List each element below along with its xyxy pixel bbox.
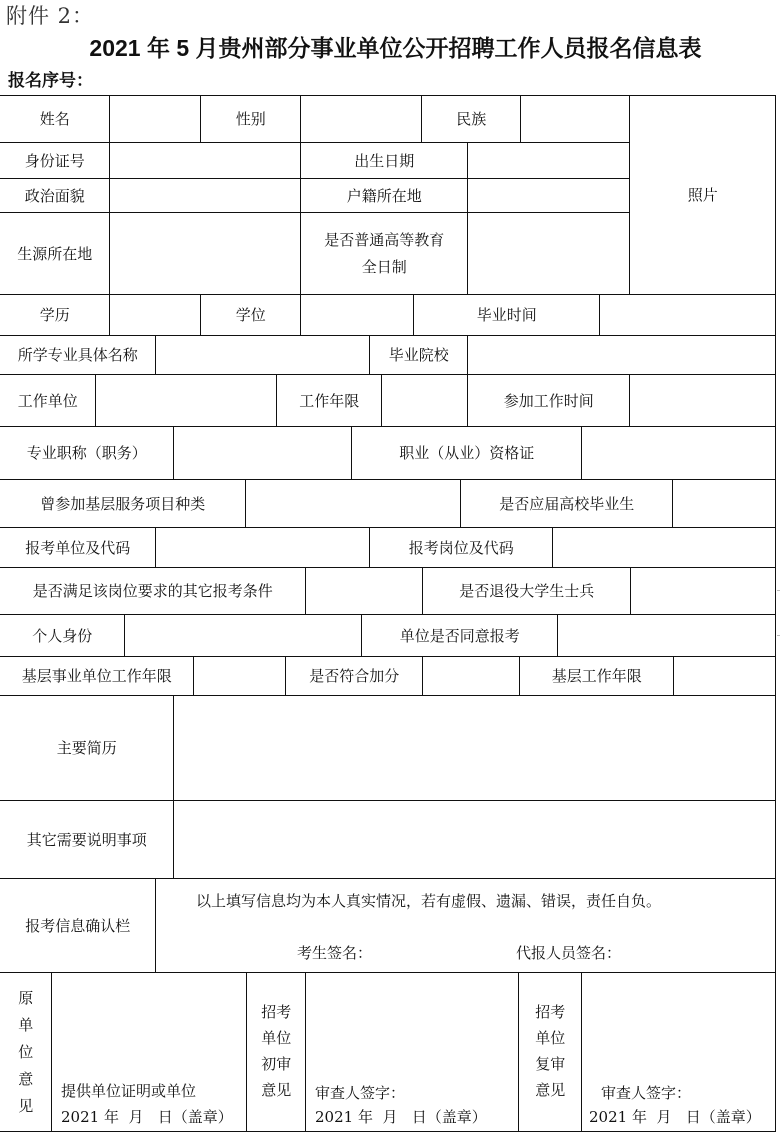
applied-unit-code-label: 报考单位及代码 <box>0 527 156 568</box>
work-years-label: 工作年限 <box>276 374 382 427</box>
first-review-date: 2021 年 月 日（盖章） <box>315 1108 487 1126</box>
serial-number-label: 报名序号： <box>8 71 93 91</box>
confirmation-statement: 以上填写信息均为本人真实情况，若有虚假、遗漏、错误，责任自负。 <box>196 892 662 910</box>
work-years-input[interactable] <box>381 374 468 427</box>
id-number-input[interactable] <box>109 142 301 179</box>
graduation-time-label: 毕业时间 <box>413 294 600 336</box>
qualification-cert-label: 职业（从业）资格证 <box>351 426 582 480</box>
professional-title-input[interactable] <box>173 426 352 480</box>
second-review-label-line: 单位 <box>535 1029 566 1048</box>
major-name-label: 所学专业具体名称 <box>0 335 156 375</box>
origin-location-label: 生源所在地 <box>0 212 110 295</box>
qualification-cert-input[interactable] <box>581 426 776 480</box>
second-review-label <box>518 972 582 1132</box>
id-number-label: 身份证号 <box>0 142 110 179</box>
bonus-points-input[interactable] <box>422 656 520 696</box>
edge-tick <box>777 590 780 591</box>
origin-location-input[interactable] <box>109 212 301 295</box>
education-input[interactable] <box>109 294 201 336</box>
fresh-graduate-input[interactable] <box>672 479 776 528</box>
work-start-time-input[interactable] <box>629 374 776 427</box>
fulltime-education-label-line2: 全日制 <box>361 257 407 276</box>
first-review-label-line: 意见 <box>261 1081 292 1100</box>
professional-title-label: 专业职称（职务） <box>0 426 174 480</box>
applied-unit-code-input[interactable] <box>155 527 370 568</box>
second-review-label-line: 意见 <box>535 1081 566 1100</box>
fresh-graduate-label: 是否应届高校毕业生 <box>460 479 673 528</box>
work-unit-label: 工作单位 <box>0 374 96 427</box>
first-review-label-line: 单位 <box>261 1029 292 1048</box>
meets-conditions-label: 是否满足该岗位要求的其它报考条件 <box>0 567 306 615</box>
name-label: 姓名 <box>0 95 110 143</box>
other-notes-label: 其它需要说明事项 <box>0 800 174 879</box>
meets-conditions-input[interactable] <box>305 567 423 615</box>
grassroots-project-input[interactable] <box>245 479 461 528</box>
graduation-time-input[interactable] <box>599 294 776 336</box>
fulltime-education-label-line1: 是否普通高等教育 <box>324 230 445 249</box>
page-title: 2021 年 5 月贵州部分事业单位公开招聘工作人员报名信息表 <box>89 35 702 61</box>
resume-label: 主要简历 <box>0 695 174 801</box>
applied-post-code-input[interactable] <box>552 527 776 568</box>
first-review-label <box>246 972 306 1132</box>
photo-box[interactable]: 照片 <box>629 95 776 295</box>
bonus-points-label: 是否符合加分 <box>285 656 423 696</box>
gender-input[interactable] <box>300 95 422 143</box>
unit-consent-label: 单位是否同意报考 <box>361 614 558 657</box>
graduate-school-input[interactable] <box>467 335 776 375</box>
confirmation-label: 报考信息确认栏 <box>0 878 156 973</box>
first-review-signer[interactable]: 审查人签字： <box>315 1084 406 1102</box>
education-label: 学历 <box>0 294 110 336</box>
major-name-input[interactable] <box>155 335 370 375</box>
grassroots-years-label: 基层工作年限 <box>519 656 674 696</box>
birth-date-input[interactable] <box>467 142 630 179</box>
gender-label: 性别 <box>200 95 301 143</box>
first-review-label-line: 初审 <box>261 1055 292 1074</box>
original-unit-char: 原 <box>18 989 34 1008</box>
second-review-label-line: 复审 <box>535 1055 566 1074</box>
agent-signature[interactable]: 代报人员签名： <box>516 944 622 962</box>
name-input[interactable] <box>109 95 201 143</box>
resume-input[interactable] <box>173 695 776 801</box>
grassroots-years-input[interactable] <box>673 656 776 696</box>
graduate-school-label: 毕业院校 <box>369 335 468 375</box>
second-review-date: 2021 年 月 日（盖章） <box>589 1108 761 1126</box>
other-notes-input[interactable] <box>173 800 776 879</box>
grassroots-unit-years-label: 基层事业单位工作年限 <box>0 656 194 696</box>
work-unit-input[interactable] <box>95 374 277 427</box>
retired-soldier-label: 是否退役大学生士兵 <box>422 567 631 615</box>
grassroots-unit-years-input[interactable] <box>193 656 286 696</box>
household-location-label: 户籍所在地 <box>300 178 468 213</box>
ethnicity-input[interactable] <box>520 95 630 143</box>
degree-label: 学位 <box>200 294 301 336</box>
attachment-label: 附件 2： <box>6 4 95 28</box>
second-review-label-line: 招考 <box>535 1003 566 1022</box>
degree-input[interactable] <box>300 294 414 336</box>
political-status-label: 政治面貌 <box>0 178 110 213</box>
household-location-input[interactable] <box>467 178 630 213</box>
original-unit-date: 2021 年 月 日（盖章） <box>61 1108 233 1126</box>
fulltime-education-input[interactable] <box>467 212 630 295</box>
political-status-input[interactable] <box>109 178 301 213</box>
birth-date-label: 出生日期 <box>300 142 468 179</box>
fulltime-education-label <box>300 212 468 295</box>
ethnicity-label: 民族 <box>421 95 521 143</box>
work-start-time-label: 参加工作时间 <box>467 374 630 427</box>
applied-post-code-label: 报考岗位及代码 <box>369 527 553 568</box>
second-review-signer[interactable]: 审查人签字： <box>601 1084 692 1102</box>
original-unit-label <box>0 972 52 1132</box>
unit-consent-input[interactable] <box>557 614 776 657</box>
personal-identity-input[interactable] <box>124 614 362 657</box>
candidate-signature[interactable]: 考生签名： <box>297 944 373 962</box>
original-unit-char: 单 <box>18 1016 34 1035</box>
grassroots-project-label: 曾参加基层服务项目种类 <box>0 479 246 528</box>
original-unit-char: 位 <box>18 1043 34 1062</box>
original-unit-char: 见 <box>18 1097 34 1116</box>
retired-soldier-input[interactable] <box>630 567 776 615</box>
original-unit-note: 提供单位证明或单位 <box>61 1082 197 1100</box>
personal-identity-label: 个人身份 <box>0 614 125 657</box>
first-review-label-line: 招考 <box>261 1003 292 1022</box>
original-unit-char: 意 <box>18 1070 34 1089</box>
edge-tick <box>777 635 780 636</box>
